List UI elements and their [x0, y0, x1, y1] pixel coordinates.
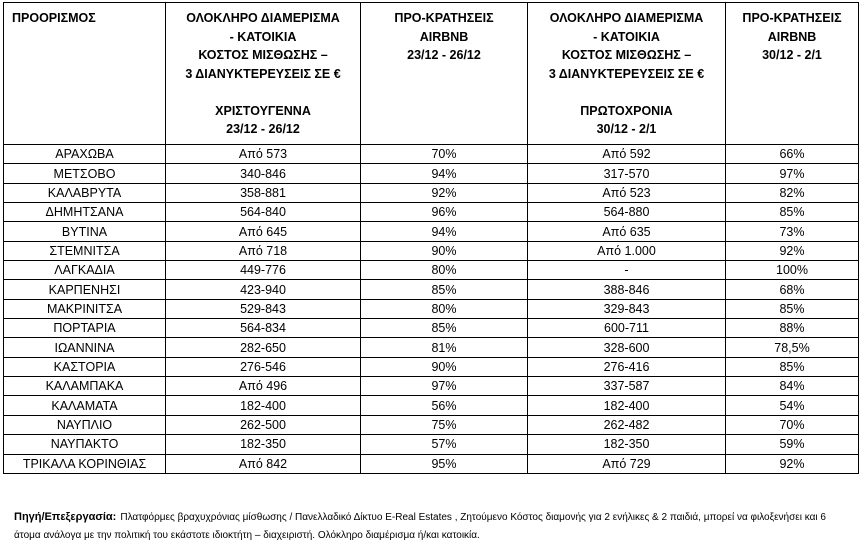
newyear-booking-cell: 100%: [726, 261, 859, 280]
newyear-cost-cell: 600-711: [528, 319, 726, 338]
destination-cell: ΚΑΛΑΜΠΑΚΑ: [4, 377, 166, 396]
christmas-booking-header-line1: ΠΡΟ-ΚΡΑΤΗΣΕΙΣ: [394, 11, 494, 25]
newyear-booking-cell: 92%: [726, 454, 859, 473]
destination-cell: ΜΕΤΣΟΒΟ: [4, 164, 166, 183]
newyear-cost-cell: 564-880: [528, 203, 726, 222]
christmas-cost-cell: Από 645: [166, 222, 361, 241]
table-row: [4, 241, 859, 260]
christmas-booking-header: [361, 3, 528, 145]
newyear-cost-cell: Από 1.000: [528, 241, 726, 260]
newyear-booking-cell: 85%: [726, 203, 859, 222]
christmas-cost-cell: 564-840: [166, 203, 361, 222]
christmas-cost-header-line6: 23/12 - 26/12: [226, 122, 300, 136]
christmas-cost-cell: 276-546: [166, 357, 361, 376]
christmas-booking-cell: 80%: [361, 299, 528, 318]
destination-header-label: ΠΡΟΟΡΙΣΜΟΣ: [12, 11, 96, 25]
newyear-booking-cell: 88%: [726, 319, 859, 338]
destination-cell: ΝΑΥΠΑΚΤΟ: [4, 435, 166, 454]
destination-cell: ΚΑΛΑΜΑΤΑ: [4, 396, 166, 415]
table-row: [4, 338, 859, 357]
newyear-cost-cell: Από 729: [528, 454, 726, 473]
table-row: [4, 183, 859, 202]
newyear-booking-cell: 78,5%: [726, 338, 859, 357]
destination-cell: ΝΑΥΠΛΙΟ: [4, 415, 166, 434]
newyear-booking-cell: 73%: [726, 222, 859, 241]
table-row: [4, 299, 859, 318]
newyear-cost-cell: -: [528, 261, 726, 280]
destination-cell: ΙΩΑΝΝΙΝΑ: [4, 338, 166, 357]
christmas-booking-header-line2: AIRBNB: [419, 29, 469, 44]
table-row: [4, 396, 859, 415]
newyear-cost-header-line2: - ΚΑΤΟΙΚΙΑ: [593, 29, 660, 44]
destination-cell: ΚΑΡΠΕΝΗΣΙ: [4, 280, 166, 299]
newyear-booking-header-line3: 30/12 - 2/1: [762, 48, 822, 62]
newyear-booking-cell: 66%: [726, 145, 859, 164]
newyear-cost-header: [528, 3, 726, 145]
christmas-cost-cell: Από 842: [166, 454, 361, 473]
newyear-booking-cell: 82%: [726, 183, 859, 202]
christmas-booking-cell: 90%: [361, 241, 528, 260]
newyear-cost-cell: 182-350: [528, 435, 726, 454]
newyear-booking-header-line2: AIRBNB: [767, 29, 817, 44]
christmas-booking-cell: 70%: [361, 145, 528, 164]
newyear-booking-cell: 68%: [726, 280, 859, 299]
destination-cell: ΑΡΑΧΩΒΑ: [4, 145, 166, 164]
christmas-cost-cell: 182-400: [166, 396, 361, 415]
christmas-booking-cell: 75%: [361, 415, 528, 434]
table-row: [4, 357, 859, 376]
christmas-booking-cell: 81%: [361, 338, 528, 357]
table-row: [4, 261, 859, 280]
newyear-cost-header-line1: ΟΛΟΚΛΗΡΟ ΔΙΑΜΕΡΙΣΜΑ: [549, 11, 704, 25]
christmas-booking-cell: 92%: [361, 183, 528, 202]
table-row: [4, 280, 859, 299]
table-row: [4, 203, 859, 222]
christmas-cost-header-line1: ΟΛΟΚΛΗΡΟ ΔΙΑΜΕΡΙΣΜΑ: [186, 11, 340, 25]
destination-cell: ΚΑΣΤΟΡΙΑ: [4, 357, 166, 376]
christmas-cost-cell: 358-881: [166, 183, 361, 202]
christmas-booking-cell: 96%: [361, 203, 528, 222]
table-row: [4, 435, 859, 454]
newyear-cost-header-line6: 30/12 - 2/1: [596, 122, 657, 136]
christmas-booking-cell: 95%: [361, 454, 528, 473]
destination-cell: ΤΡΙΚΑΛΑ ΚΟΡΙΝΘΙΑΣ: [4, 454, 166, 473]
table-row: [4, 222, 859, 241]
christmas-cost-cell: 449-776: [166, 261, 361, 280]
christmas-cost-header-line5: ΧΡΙΣΤΟΥΓΕΝΝΑ: [215, 103, 311, 118]
christmas-booking-cell: 80%: [361, 261, 528, 280]
christmas-booking-cell: 56%: [361, 396, 528, 415]
table-row: [4, 164, 859, 183]
newyear-cost-cell: 388-846: [528, 280, 726, 299]
christmas-cost-header-line2: - ΚΑΤΟΙΚΙΑ: [229, 29, 297, 44]
christmas-cost-cell: 282-650: [166, 338, 361, 357]
header-row: [4, 3, 859, 145]
newyear-booking-cell: 85%: [726, 357, 859, 376]
newyear-booking-cell: 54%: [726, 396, 859, 415]
table-row: [4, 377, 859, 396]
newyear-cost-cell: 329-843: [528, 299, 726, 318]
table-row: [4, 145, 859, 164]
christmas-booking-cell: 94%: [361, 164, 528, 183]
newyear-booking-cell: 97%: [726, 164, 859, 183]
christmas-cost-cell: Από 718: [166, 241, 361, 260]
christmas-cost-cell: 182-350: [166, 435, 361, 454]
source-label: Πηγή/Επεξεργασία:: [14, 511, 117, 523]
christmas-booking-cell: 90%: [361, 357, 528, 376]
christmas-cost-cell: 564-834: [166, 319, 361, 338]
christmas-cost-cell: 262-500: [166, 415, 361, 434]
destination-cell: ΚΑΛΑΒΡΥΤΑ: [4, 183, 166, 202]
christmas-booking-header-line3: 23/12 - 26/12: [407, 48, 481, 62]
newyear-cost-cell: Από 635: [528, 222, 726, 241]
newyear-booking-cell: 84%: [726, 377, 859, 396]
source-text: Πλατφόρμες βραχυχρόνιας μίσθωσης / Πανελλαδικό Δίκτυο E-Real Estates , Ζητούμενο Κόστος διαμονής για 2 ενήλικες & 2 παιδιά, μπορεί να φιλοξενήσει και 6 άτομα ανάλογα με την πολιτική του εκάστοτε ιδιοκτήτη – διαχειριστή. Ολόκληρο διαμέρισμα ή/και κατοικία.: [14, 512, 826, 541]
newyear-booking-header-line1: ΠΡΟ-ΚΡΑΤΗΣΕΙΣ: [742, 11, 842, 25]
table-row: [4, 454, 859, 473]
newyear-cost-cell: 328-600: [528, 338, 726, 357]
christmas-cost-cell: 340-846: [166, 164, 361, 183]
christmas-booking-cell: 85%: [361, 280, 528, 299]
christmas-cost-cell: 529-843: [166, 299, 361, 318]
christmas-cost-cell: Από 496: [166, 377, 361, 396]
newyear-booking-cell: 59%: [726, 435, 859, 454]
destination-cell: ΜΑΚΡΙΝΙΤΣΑ: [4, 299, 166, 318]
newyear-booking-cell: 70%: [726, 415, 859, 434]
table-row: [4, 415, 859, 434]
newyear-cost-cell: Από 592: [528, 145, 726, 164]
newyear-cost-cell: 262-482: [528, 415, 726, 434]
christmas-booking-cell: 85%: [361, 319, 528, 338]
table-body: [4, 145, 859, 474]
newyear-cost-cell: 276-416: [528, 357, 726, 376]
christmas-booking-cell: 57%: [361, 435, 528, 454]
destination-cell: ΛΑΓΚΑΔΙΑ: [4, 261, 166, 280]
newyear-cost-cell: 182-400: [528, 396, 726, 415]
christmas-cost-header: [166, 3, 361, 145]
christmas-booking-cell: 94%: [361, 222, 528, 241]
destination-cell: ΒΥΤΙΝΑ: [4, 222, 166, 241]
rental-cost-table: [3, 2, 859, 474]
newyear-cost-header-line3: ΚΟΣΤΟΣ ΜΙΣΘΩΣΗΣ –: [561, 48, 692, 62]
destination-header: [4, 3, 166, 145]
newyear-cost-cell: Από 523: [528, 183, 726, 202]
newyear-cost-header-line4: 3 ΔΙΑΝΥΚΤΕΡΕΥΣΕΙΣ ΣΕ €: [548, 66, 705, 81]
christmas-booking-cell: 97%: [361, 377, 528, 396]
newyear-cost-header-line5: ΠΡΩΤΟΧΡΟΝΙΑ: [580, 103, 673, 118]
destination-cell: ΔΗΜΗΤΣΑΝΑ: [4, 203, 166, 222]
christmas-cost-cell: Από 573: [166, 145, 361, 164]
christmas-cost-header-line3: ΚΟΣΤΟΣ ΜΙΣΘΩΣΗΣ –: [198, 48, 328, 62]
newyear-cost-cell: 337-587: [528, 377, 726, 396]
destination-cell: ΠΟΡΤΑΡΙΑ: [4, 319, 166, 338]
destination-cell: ΣΤΕΜΝΙΤΣΑ: [4, 241, 166, 260]
christmas-cost-header-line4: 3 ΔΙΑΝΥΚΤΕΡΕΥΣΕΙΣ ΣΕ €: [185, 66, 341, 81]
source-note: [14, 508, 854, 545]
newyear-cost-cell: 317-570: [528, 164, 726, 183]
newyear-booking-cell: 92%: [726, 241, 859, 260]
newyear-booking-cell: 85%: [726, 299, 859, 318]
newyear-booking-header: [726, 3, 859, 145]
christmas-cost-cell: 423-940: [166, 280, 361, 299]
table-row: [4, 319, 859, 338]
